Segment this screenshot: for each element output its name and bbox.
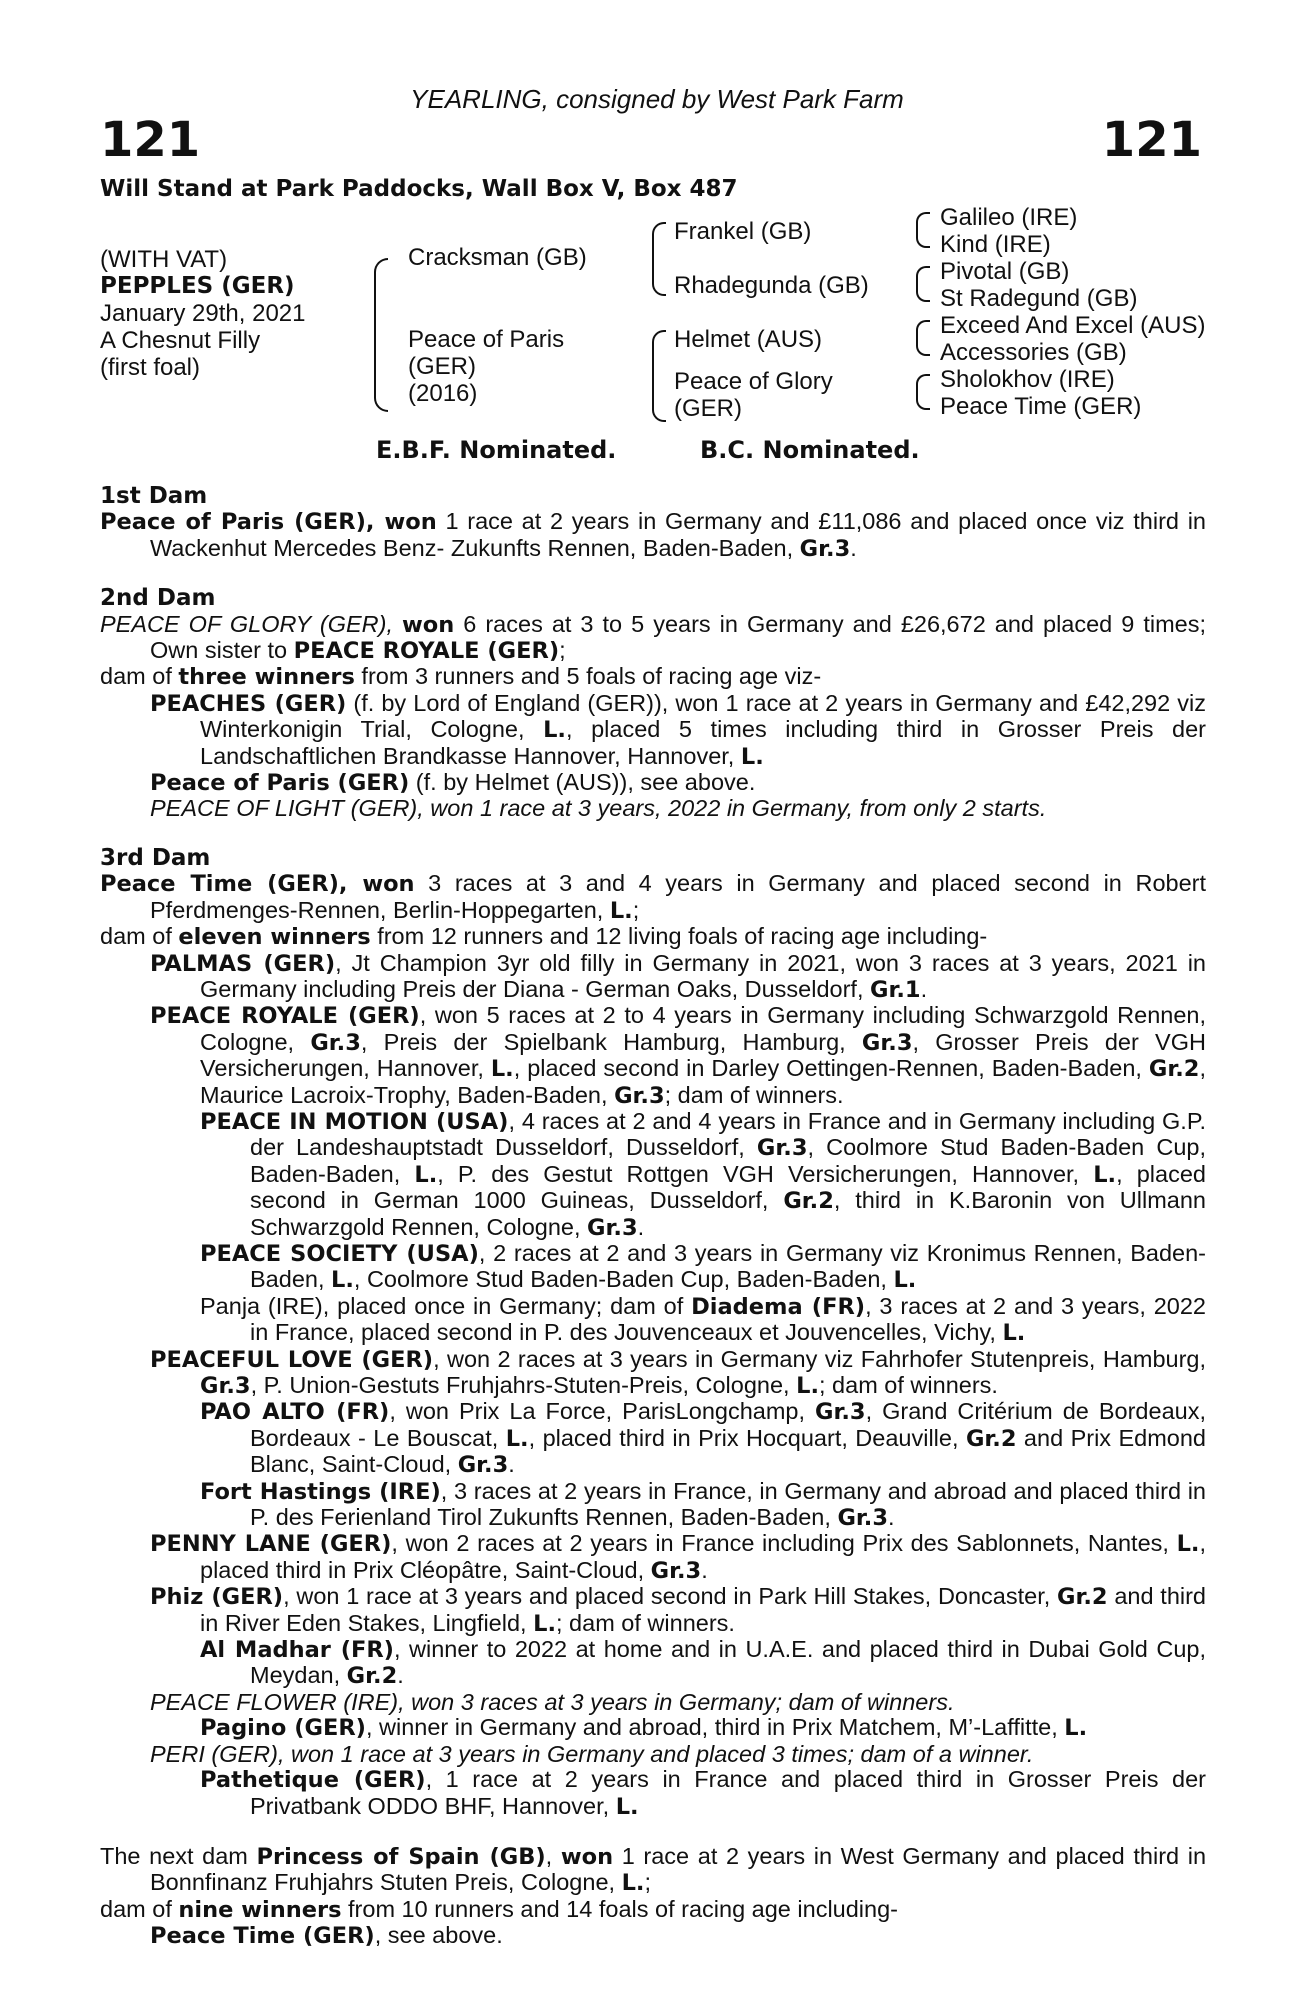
pedigree-brace-3b	[916, 266, 930, 302]
dam-dam: Peace of Glory (GER)	[674, 368, 833, 422]
pedigree-brace-1	[374, 258, 388, 412]
sire-sire: Frankel (GB)	[674, 218, 812, 245]
pedigree-brace-3a	[916, 212, 930, 248]
lot-number-right: 121	[1101, 112, 1202, 168]
dam-sire: Helmet (AUS)	[674, 326, 823, 353]
produce-palmas: PALMAS (GER), Jt Champion 3yr old filly in Germany in 2021, won 3 races at 3 years, 2021 in Germany including Preis der Diana - German Oaks, Dusseldorf, Gr.1.	[150, 949, 1206, 1003]
next-dam-summary: dam of nine winners from 10 runners and 14 foals of racing age including-	[100, 1895, 898, 1923]
produce-peace-in-motion: PEACE IN MOTION (USA), 4 races at 2 and 4 years in France and in Germany including G.P. der Landeshauptstadt Dusseldorf, Dusseldorf, Gr.3, Coolmore Stud Baden-Baden Cup, Baden-Baden, L., P. des Gestut Rottgen VGH Versicherungen, Hannover, L., placed second in German 1000 Guineas, Dusseldorf, Gr.2, third in K.Baronin von Ullmann Schwarzgold Rennen, Cologne, Gr.3.	[200, 1107, 1206, 1241]
second-dam-entry: PEACE OF GLORY (GER), won 6 races at 3 to 5 years in Germany and £26,672 and placed 9 times; Own sister to PEACE ROYALE (GER);	[100, 610, 1207, 665]
produce-peace-society: PEACE SOCIETY (USA), 2 races at 2 and 3 years in Germany viz Kronimus Rennen, Baden-Baden, L., Coolmore Stud Baden-Baden Cup, Baden-Baden, L.	[200, 1239, 1206, 1294]
horse-description: A Chesnut Filly	[100, 327, 261, 354]
produce-peace-flower: PEACE FLOWER (IRE), won 3 races at 3 years in Germany; dam of winners.	[150, 1688, 955, 1715]
produce-peace-royale: PEACE ROYALE (GER), won 5 races at 2 to 4 years in Germany including Schwarzgold Rennen, Cologne, Gr.3, Preis der Spielbank Hamburg, Hamburg, Gr.3, Grosser Preis der VGH Versicherungen, Hannover, L., placed second in Darley Oettingen-Rennen, Baden-Baden, Gr.2, Maurice Lacroix-Trophy, Baden-Baden, Gr.3; dam of winners.	[150, 1002, 1206, 1109]
second-dam-heading: 2nd Dam	[100, 585, 216, 612]
produce-pao-alto: PAO ALTO (FR), won Prix La Force, ParisLongchamp, Gr.3, Grand Critérium de Bordeaux, Bordeaux - Le Bouscat, L., placed third in Prix Hocquart, Deauville, Gr.2 and Prix Edmond Blanc, Saint-Cloud, Gr.3.	[200, 1398, 1206, 1479]
horse-name: PEPPLES (GER)	[100, 273, 295, 299]
produce-peace-of-paris: Peace of Paris (GER) (f. by Helmet (AUS)), see above.	[150, 769, 756, 797]
produce-peace-of-light: PEACE OF LIGHT (GER), won 1 race at 3 years, 2022 in Germany, from only 2 starts.	[150, 795, 1047, 822]
third-dam-heading: 3rd Dam	[100, 844, 211, 871]
produce-peri: PERI (GER), won 1 race at 3 years in Germany and placed 3 times; dam of a winner.	[150, 1740, 1034, 1767]
produce-peaceful-love: PEACEFUL LOVE (GER), won 2 races at 3 years in Germany viz Fahrhofer Stutenpreis, Hamburg, Gr.3, P. Union-Gestuts Fruhjahrs-Stuten-Preis, Cologne, L.; dam of winners.	[150, 1345, 1207, 1399]
pedigree-brace-2b	[652, 330, 666, 422]
produce-phiz: Phiz (GER), won 1 race at 3 years and placed second in Park Hill Stakes, Doncaster, Gr.2 and third in River Eden Stakes, Lingfield, L.; dam of winners.	[150, 1583, 1207, 1637]
produce-al-madhar: Al Madhar (FR), winner to 2022 at home and in U.A.E. and placed third in Dubai Gold Cup, Meydan, Gr.2.	[200, 1636, 1206, 1690]
produce-panja: Panja (IRE), placed once in Germany; dam of Diadema (FR), 3 races at 2 and 3 years, 2022 in France, placed second in P. des Jouvenceaux et Jouvencelles, Vichy, L.	[200, 1292, 1206, 1347]
sire-dam: Rhadegunda (GB)	[674, 272, 869, 299]
bc-nomination: B.C. Nominated.	[700, 436, 920, 464]
gen3-list: Galileo (IRE) Kind (IRE) Pivotal (GB) St Radegund (GB) Exceed And Excel (AUS) Accessories (GB) Sholokhov (IRE) Peace Time (GER)	[940, 204, 1206, 420]
next-dam-entry: The next dam Princess of Spain (GB), won 1 race at 2 years in West Germany and placed third in Bonnfinanz Fruhjahrs Stuten Preis, Cologne, L.;	[100, 1842, 1207, 1897]
foal-note: (first foal)	[100, 354, 201, 381]
produce-pagino: Pagino (GER), winner in Germany and abroad, third in Prix Matchem, M’-Laffitte, L.	[200, 1714, 1088, 1742]
vat-note: (WITH VAT)	[100, 246, 228, 273]
pedigree-brace-3d	[916, 374, 930, 410]
first-dam-entry: Peace of Paris (GER), won 1 race at 2 years in Germany and £11,086 and placed once viz third in Wackenhut Mercedes Benz- Zukunfts Rennen, Baden-Baden, Gr.3.	[100, 508, 1206, 562]
ebf-nomination: E.B.F. Nominated.	[376, 436, 617, 464]
first-dam-heading: 1st Dam	[100, 483, 208, 509]
second-dam-summary: dam of three winners from 3 runners and 5 foals of racing age viz-	[100, 663, 822, 691]
produce-penny-lane: PENNY LANE (GER), won 2 races at 2 years in France including Prix des Sablonnets, Nantes, L., placed third in Prix Cléopâtre, Saint-Cloud, Gr.3.	[150, 1530, 1206, 1584]
dam-produce-record	[100, 484, 1206, 1950]
pedigree-brace-3c	[916, 320, 930, 356]
dam-pedigree: Peace of Paris (GER) (2016)	[408, 326, 565, 407]
lot-number-left: 121	[100, 112, 201, 168]
pedigree-brace-2a	[652, 222, 666, 296]
produce-fort-hastings: Fort Hastings (IRE), 3 races at 2 years in France, in Germany and abroad and placed third in P. des Ferienland Tirol Zukunfts Rennen, Baden-Baden, Gr.3.	[200, 1477, 1206, 1532]
produce-peaches: PEACHES (GER) (f. by Lord of England (GER)), won 1 race at 2 years in Germany and £42,292 viz Winterkonigin Trial, Cologne, L., placed 5 times including third in Grosser Preis der Landschaftlichen Brandkasse Hannover, Hannover, L.	[150, 689, 1206, 770]
foaling-date: January 29th, 2021	[100, 300, 306, 327]
third-dam-summary: dam of eleven winners from 12 runners and 12 living foals of racing age including-	[100, 923, 988, 951]
sire: Cracksman (GB)	[408, 244, 587, 271]
horse-info	[100, 246, 306, 381]
stand-location: Will Stand at Park Paddocks, Wall Box V, Box 487	[100, 176, 738, 202]
produce-pathetique: Pathetique (GER), 1 race at 2 years in France and placed third in Grosser Preis der Privatbank ODDO BHF, Hannover, L.	[200, 1766, 1206, 1820]
produce-peace-time: Peace Time (GER), see above.	[150, 1922, 503, 1950]
third-dam-entry: Peace Time (GER), won 3 races at 3 and 4 years in Germany and placed second in Robert Pferdmenges-Rennen, Berlin-Hoppegarten, L.;	[100, 870, 1207, 924]
consignment-header: YEARLING, consigned by West Park Farm	[410, 84, 904, 114]
